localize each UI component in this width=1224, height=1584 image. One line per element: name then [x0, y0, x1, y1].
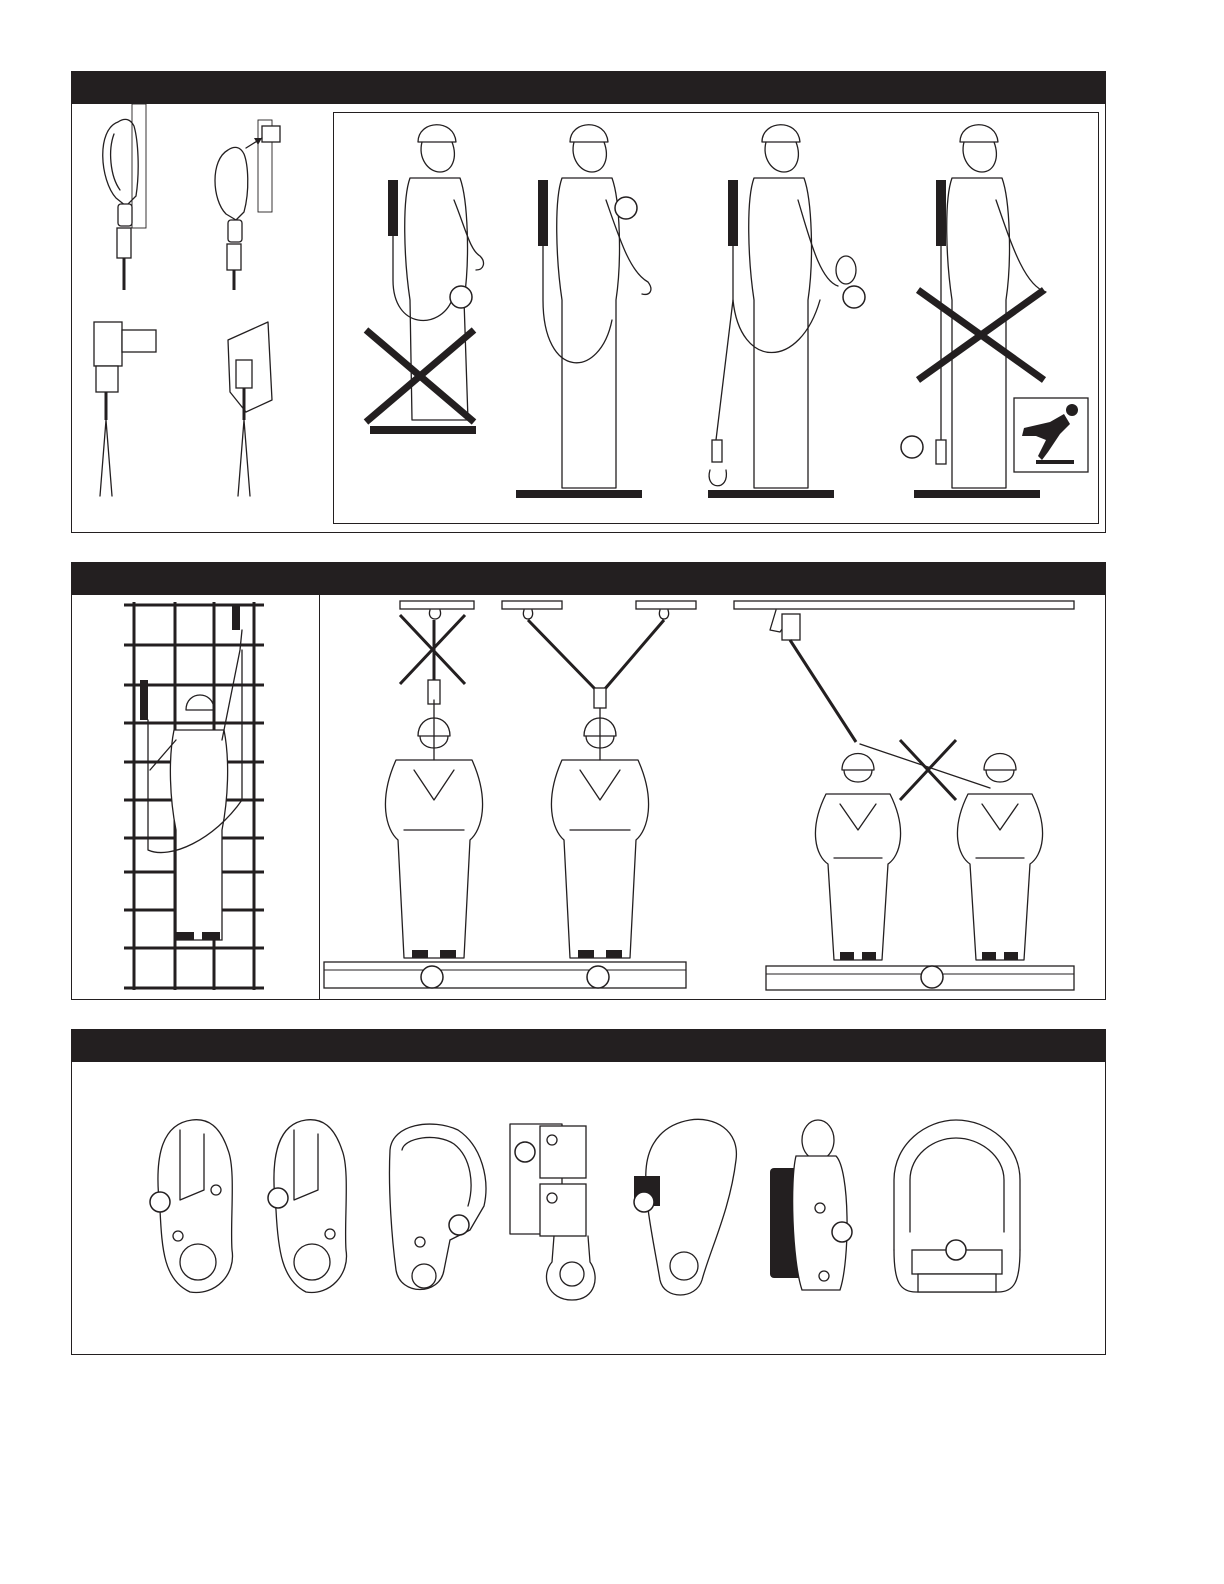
- rope-grab-icon: [510, 1124, 595, 1300]
- snap-hook-icon: [150, 1120, 233, 1293]
- rope-grab-icon: [770, 1120, 852, 1290]
- d-ring-icon: [894, 1120, 1020, 1292]
- carabiner-icon: [634, 1119, 736, 1295]
- snap-hook-icon: [268, 1120, 347, 1293]
- rebar-hook-icon: [389, 1124, 485, 1289]
